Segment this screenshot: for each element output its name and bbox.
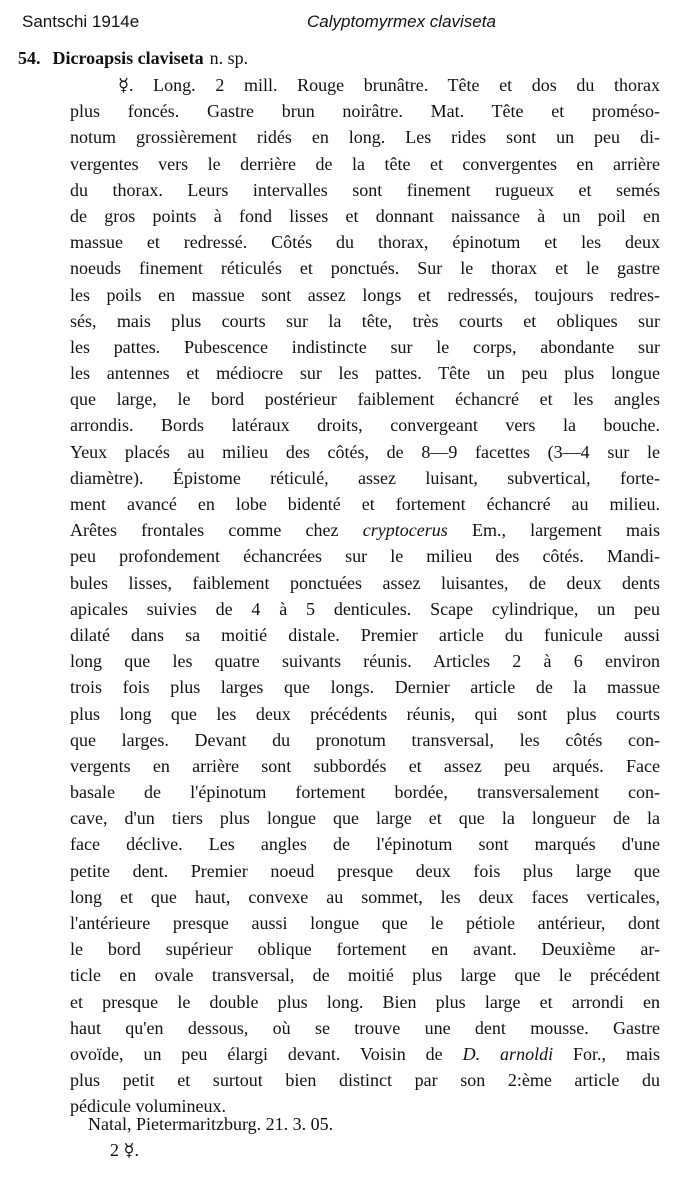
specimen-count: 2 ☿. [110, 1140, 140, 1160]
text-line: face déclive. Les angles de l'épinotum sont marqués d'une [70, 834, 660, 855]
text-line: les antennes et médiocre sur les pattes. Tête un peu plus longue [70, 363, 660, 384]
taxon-name: Dicroapsis claviseta [52, 48, 204, 68]
text-line: ticle en ovale transversal, de moitié plus large que le précédent [70, 965, 660, 986]
text-line: petite dent. Premier noeud presque deux fois plus large que [70, 860, 660, 881]
text-line: plus petit et surtout bien distinct par son 2:ème article du [70, 1070, 660, 1091]
text-line: plus foncés. Gastre brun noirâtre. Mat. Tête et proméso- [70, 101, 660, 122]
text-line: trois fois plus larges que longs. Dernier article de la massue [70, 677, 660, 698]
new-species-marker: n. sp. [209, 48, 249, 68]
text-line: haut qu'en dessous, où se trouve une dent mousse. Gastre [70, 1017, 660, 1038]
text-line: Arêtes frontales comme chez cryptocerus Em., largement mais [70, 520, 660, 541]
text-line: apicales suivies de 4 à 5 denticules. Scape cylindrique, un peu [70, 598, 660, 619]
italic-taxon: cryptocerus [362, 520, 448, 541]
text-line: basale de l'épinotum fortement bordée, transversalement con- [70, 782, 660, 803]
text-line: long et que haut, convexe au sommet, les deux faces verticales, [70, 886, 660, 907]
text-line: arrondis. Bords latéraux droits, convergeant vers la bouche. [70, 415, 660, 436]
text-line: les pattes. Pubescence indistincte sur le corps, abondante sur [70, 336, 660, 357]
text-line: que larges. Devant du pronotum transversal, les côtés con- [70, 729, 660, 750]
text-line: vergentes vers le derrière de la tête et convergentes en arrière [70, 153, 660, 174]
text-line: dilaté dans sa moitié distale. Premier article du funicule aussi [70, 624, 660, 645]
text-line: et presque le double plus long. Bien plus large et arrondi en [70, 991, 660, 1012]
text-line: vergents en arrière sont subbordés et assez peu arqués. Face [70, 755, 660, 776]
citation-label: Santschi 1914e [22, 12, 140, 31]
text-line: Yeux placés au milieu des côtés, de 8—9 facettes (3—4 sur le [70, 441, 660, 462]
text-line: ment avancé en lobe bidenté et fortement échancré au milieu. [70, 494, 660, 514]
text-line: massue et redressé. Côtés du thorax, épinotum et les deux [70, 232, 660, 253]
text-line: que large, le bord postérieur faiblement échancré et les angles [70, 389, 660, 410]
italic-taxon: D. arnoldi [462, 1043, 554, 1064]
description-paragraph [70, 72, 660, 1120]
text-line: de gros points à fond lisses et donnant naissance à un poil en [70, 205, 660, 226]
entry-number: 54. [18, 48, 41, 68]
text-line: diamètre). Épistome réticulé, assez luisant, subvertical, forte- [70, 467, 660, 488]
text-line: ovoïde, un peu élargi devant. Voisin de D. arnoldi For., mais [70, 1043, 660, 1064]
text-line: ☿. Long. 2 mill. Rouge brunâtre. Tête et dos du thorax [118, 75, 660, 95]
text-line: l'antérieure presque aussi longue que le pétiole antérieur, dont [70, 913, 660, 933]
locality-line: Natal, Pietermaritzburg. 21. 3. 05. [88, 1114, 334, 1134]
text-line: notum grossièrement ridés en long. Les rides sont un peu di- [70, 127, 660, 148]
text-line: cave, d'un tiers plus longue que large et que la longueur de la [70, 808, 660, 829]
text-line: long que les quatre suivants réunis. Articles 2 à 6 environ [70, 651, 660, 672]
text-line: peu profondement échancrées sur le milieu des côtés. Mandi- [70, 546, 660, 567]
species-title: Calyptomyrmex claviseta [307, 12, 496, 31]
text-line: noeuds finement réticulés et ponctués. Sur le thorax et le gastre [70, 258, 660, 279]
text-line: bules lisses, faiblement ponctuées assez luisantes, de deux dents [70, 572, 660, 593]
text-line: plus long que les deux précédents réunis, qui sont plus courts [70, 703, 660, 724]
text-line: sés, mais plus courts sur la tête, très courts et obliques sur [70, 310, 660, 331]
text-line: du thorax. Leurs intervalles sont finement rugueux et semés [70, 179, 660, 200]
text-line: le bord supérieur oblique fortement en avant. Deuxième ar- [70, 939, 660, 960]
text-line: les poils en massue sont assez longs et redressés, toujours redres- [70, 284, 660, 305]
text-line: pédicule volumineux. [70, 1096, 226, 1117]
species-entry-heading [18, 48, 248, 69]
